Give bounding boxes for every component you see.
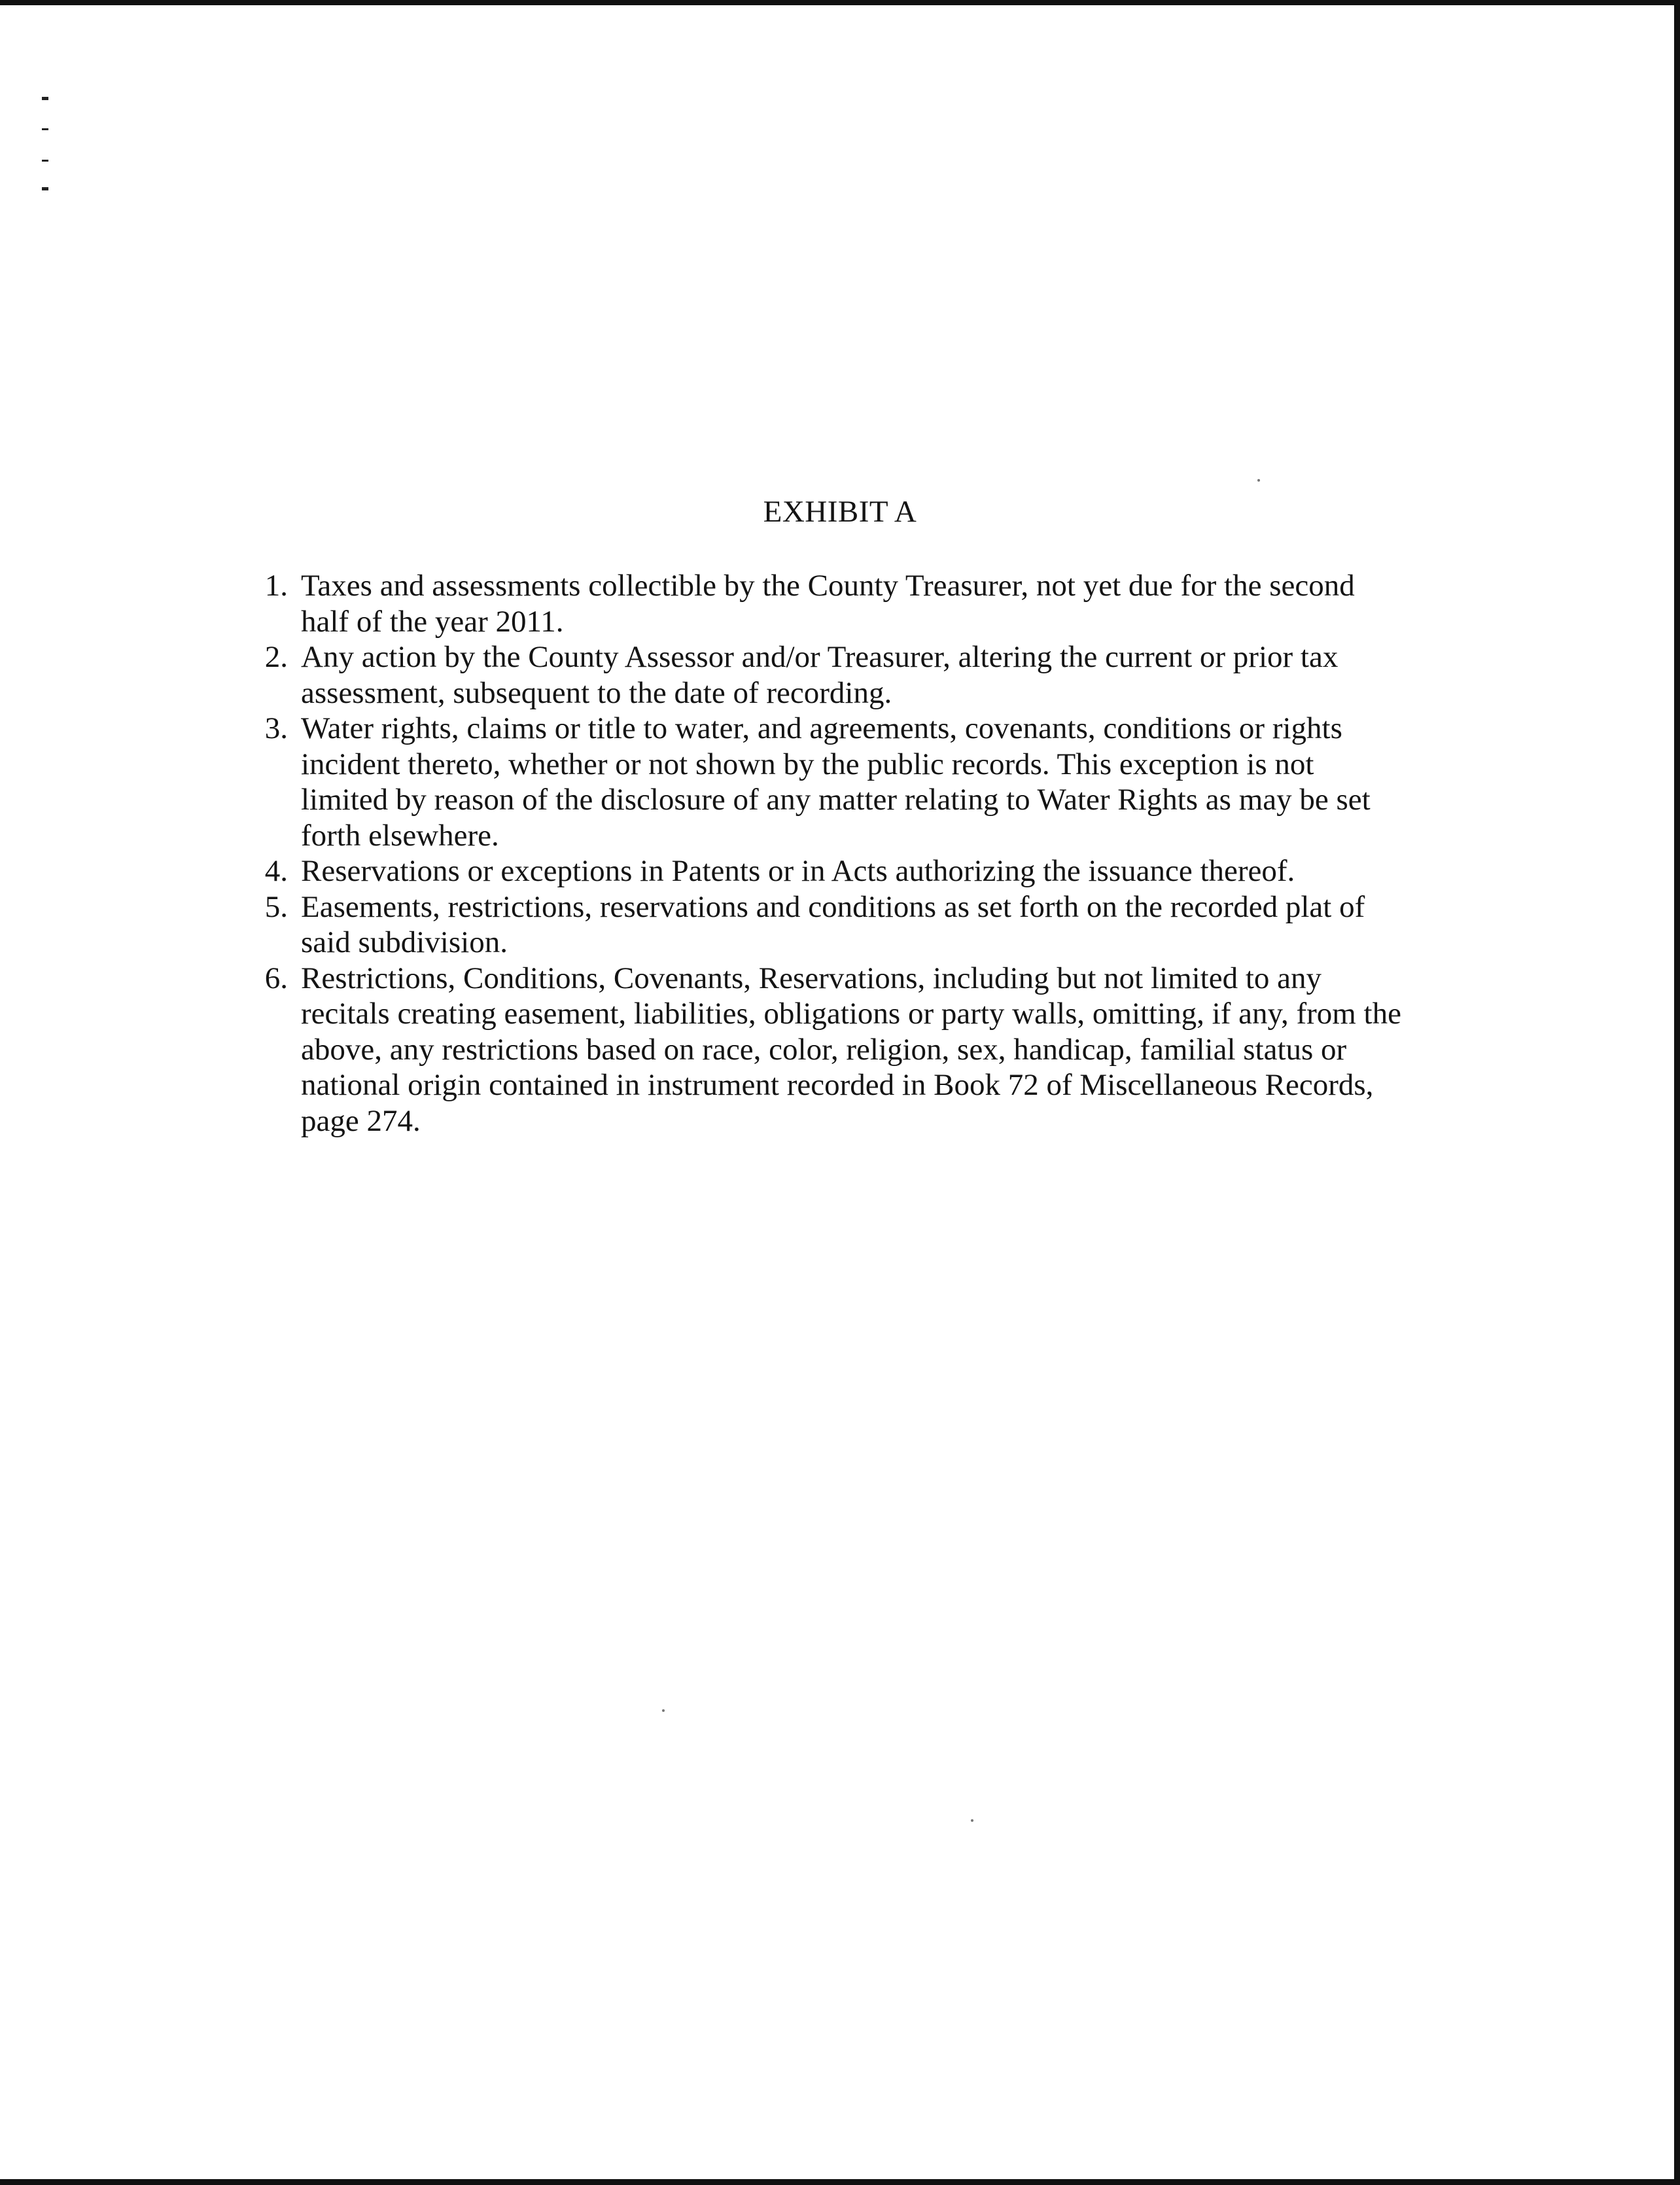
exception-number: 1. (264, 569, 288, 603)
exception-line: half of the year 2011. (301, 604, 564, 639)
exception-number: 4. (264, 854, 288, 888)
exception-line: recitals creating easement, liabilities, obligations or party walls, omitting, if any, from the (301, 997, 1401, 1031)
exceptions-list (247, 568, 1516, 1139)
exception-item (247, 853, 1516, 889)
exception-line: page 274. (301, 1103, 421, 1138)
exception-line: forth elsewhere. (301, 818, 499, 853)
margin-mark (42, 97, 48, 100)
scan-edge-top (0, 0, 1680, 5)
exception-line: Easements, restrictions, reservations and conditions as set forth on the recorded plat of (301, 889, 1365, 924)
exception-number: 3. (264, 711, 288, 745)
exception-item (247, 889, 1516, 961)
scan-speck (1257, 479, 1260, 482)
page-heading: EXHIBIT A (763, 495, 917, 529)
scan-speck (971, 1819, 973, 1822)
exception-line: Restrictions, Conditions, Covenants, Reservations, including but not limited to any (301, 961, 1322, 995)
exception-line: assessment, subsequent to the date of recording. (301, 675, 892, 710)
exception-line: above, any restrictions based on race, color, religion, sex, handicap, familial status or (301, 1032, 1347, 1067)
exception-line: Water rights, claims or title to water, and agreements, covenants, conditions or rights (301, 711, 1342, 745)
exception-item (247, 568, 1516, 639)
scan-edge-right (1674, 0, 1680, 2185)
scan-speck (662, 1709, 665, 1712)
exception-line: limited by reason of the disclosure of any matter relating to Water Rights as may be set (301, 783, 1371, 817)
exception-number: 6. (264, 961, 288, 995)
exception-line: Reservations or exceptions in Patents or in Acts authorizing the issuance thereof. (301, 854, 1295, 888)
margin-mark (42, 128, 48, 130)
exception-line: national origin contained in instrument recorded in Book 72 of Miscellaneous Records, (301, 1068, 1374, 1102)
exception-line: incident thereto, whether or not shown by the public records. This exception is not (301, 747, 1314, 781)
scan-edge-bottom (0, 2179, 1680, 2185)
exception-line: said subdivision. (301, 925, 508, 959)
exception-line: Taxes and assessments collectible by the County Treasurer, not yet due for the second (301, 569, 1355, 603)
margin-mark (42, 187, 48, 190)
exception-line: Any action by the County Assessor and/or Treasurer, altering the current or prior tax (301, 640, 1339, 674)
exception-number: 2. (264, 640, 288, 674)
exception-item (247, 961, 1516, 1139)
exception-item (247, 639, 1516, 711)
exception-number: 5. (264, 889, 288, 924)
margin-mark (42, 160, 48, 162)
exception-item (247, 711, 1516, 853)
